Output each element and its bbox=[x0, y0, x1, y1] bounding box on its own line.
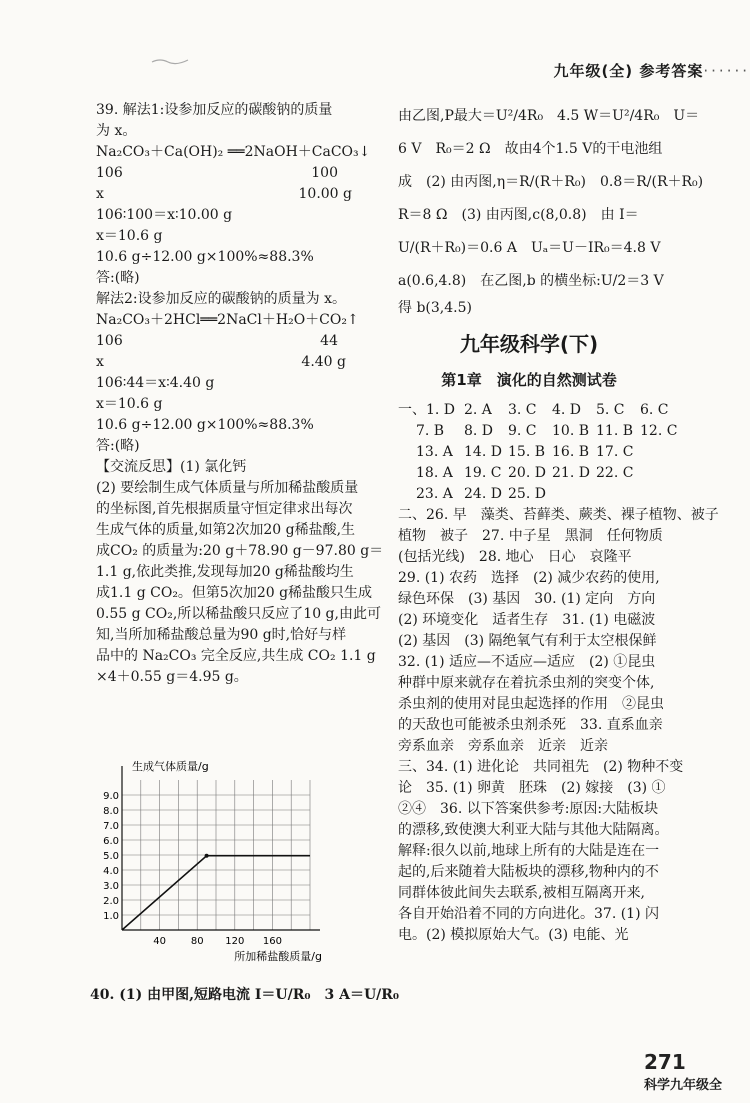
q39-equation: Na₂CO₃＋Ca(OH)₂ ══2NaOH＋CaCO₃↓ bbox=[96, 144, 371, 160]
reflection-line: 生成气体的质量,如第2次加20 g稀盐酸,生 bbox=[96, 522, 356, 538]
reflection-line: 成1.1 g CO₂。但第5次加20 g稀盐酸只生成 bbox=[96, 585, 373, 601]
answer-item: 6. C bbox=[640, 402, 669, 418]
part3-line: 的漂移,致使澳大利亚大陆与其他大陆隔离。 bbox=[398, 822, 669, 838]
reflection-line: 【交流反思】(1) 氯化钙 bbox=[96, 459, 247, 475]
answer-row bbox=[398, 400, 669, 421]
y-tick-label: 2.0 bbox=[103, 896, 119, 907]
x-tick-label: 40 bbox=[153, 936, 166, 947]
q40-cont: 6 V R₀＝2 Ω 故由4个1.5 V的干电池组 bbox=[398, 141, 663, 157]
right-column bbox=[398, 100, 719, 946]
answer-item: 20. D bbox=[508, 465, 546, 481]
q39-line: 10.6 g÷12.00 g×100%≈88.3% bbox=[96, 417, 314, 433]
mass-value: 44 bbox=[320, 333, 338, 349]
mass-value: x bbox=[96, 186, 104, 202]
q39-line: x＝10.6 g bbox=[96, 396, 163, 412]
scan-mark bbox=[150, 56, 190, 66]
mass-value: 106 bbox=[96, 165, 123, 181]
answer-item: 3. C bbox=[508, 402, 537, 418]
answer-item: 15. B bbox=[508, 444, 546, 460]
y-tick-label: 5.0 bbox=[103, 851, 119, 862]
answer-item: 18. A bbox=[416, 465, 453, 481]
data-point bbox=[205, 854, 209, 858]
part2-line: (2) 环境变化 适者生存 31. (1) 电磁波 bbox=[398, 612, 656, 628]
section-title: 九年级科学(下) bbox=[459, 332, 599, 356]
part3-line: 三、34. (1) 进化论 共同祖先 (2) 物种不变 bbox=[398, 759, 684, 775]
answer-item: 22. C bbox=[596, 465, 634, 481]
answer-row bbox=[398, 463, 660, 484]
part3-line: 起的,后来随着大陆板块的漂移,物种内的不 bbox=[398, 864, 659, 880]
q39-line: 39. 解法1:设参加反应的碳酸钠的质量 bbox=[96, 102, 333, 118]
mass-value: 4.40 g bbox=[301, 354, 346, 370]
mass-row bbox=[96, 184, 396, 205]
answer-item: 11. B bbox=[596, 423, 634, 439]
reflection-line: 品中的 Na₂CO₃ 完全反应,共生成 CO₂ 1.1 g bbox=[96, 648, 376, 664]
part2-line: (包括光线) 28. 地心 日心 哀隆平 bbox=[398, 549, 632, 565]
mass-row bbox=[96, 163, 396, 184]
reflection-line: 1.1 g,依此类推,发现每加20 g稀盐酸均生 bbox=[96, 564, 354, 580]
x-tick-label: 80 bbox=[190, 936, 204, 947]
mass-value: 10.00 g bbox=[298, 186, 352, 202]
page-header bbox=[553, 60, 750, 81]
x-tick-label: 160 bbox=[262, 936, 282, 947]
mass-row bbox=[96, 331, 396, 352]
part3-line: 各自开始沿着不同的方向进化。37. (1) 闪 bbox=[398, 906, 659, 922]
q39-line: 10.6 g÷12.00 g×100%≈88.3% bbox=[96, 249, 314, 265]
part3-line: ②④ 36. 以下答案供参考:原因:大陆板块 bbox=[398, 801, 659, 817]
answer-item: 8. D bbox=[464, 423, 494, 439]
part3-line: 论 35. (1) 卵黄 胚珠 (2) 嫁接 (3) ① bbox=[398, 780, 666, 796]
q39-line: x＝10.6 g bbox=[96, 228, 163, 244]
y-axis-label: 生成气体质量/g bbox=[132, 760, 209, 773]
part2-line: 29. (1) 农药 选择 (2) 减少农药的使用, bbox=[398, 570, 660, 586]
q39-line: 答:(略) bbox=[96, 438, 140, 454]
reflection-line: (2) 要绘制生成气体质量与所加稀盐酸质量 bbox=[96, 480, 359, 496]
mass-value: 100 bbox=[311, 165, 338, 181]
q39-equation: Na₂CO₃＋2HCl══2NaCl＋H₂O＋CO₂↑ bbox=[96, 312, 359, 328]
answer-item: 23. A bbox=[416, 486, 453, 502]
part2-line: 植物 被子 27. 中子星 黑洞 任何物质 bbox=[398, 528, 663, 544]
answer-item: 17. C bbox=[596, 444, 634, 460]
reflection-line: ×4＋0.55 g＝4.95 g。 bbox=[96, 669, 248, 685]
part2-line: 的天敌也可能被杀虫剂杀死 33. 直系血亲 bbox=[398, 717, 663, 733]
q39-line: 106∶100＝x∶10.00 g bbox=[96, 207, 233, 223]
header-dots: ······ bbox=[703, 62, 750, 80]
y-tick-label: 6.0 bbox=[103, 836, 119, 847]
footer-text: 科学九年级全 bbox=[643, 1078, 722, 1093]
q40-cont: 得 b(3,4.5) bbox=[398, 300, 472, 316]
part2-line: 32. (1) 适应—不适应—适应 (2) ①昆虫 bbox=[398, 654, 656, 670]
reflection-line: 知,当所加稀盐酸总量为90 g时,恰好与样 bbox=[96, 627, 347, 643]
q40-cont: 成 (2) 由丙图,η＝R/(R＋R₀) 0.8＝R/(R＋R₀) bbox=[398, 174, 704, 190]
answer-item: 一、1. D bbox=[398, 402, 456, 418]
answer-item: 9. C bbox=[508, 423, 537, 439]
q40-line: 40. (1) 由甲图,短路电流 I＝U/R₀ 3 A＝U/R₀ bbox=[90, 987, 400, 1003]
y-tick-label: 9.0 bbox=[103, 791, 119, 802]
part3-line: 电。(2) 模拟原始大气。(3) 电能、光 bbox=[398, 927, 629, 943]
page-number: 271 bbox=[643, 1050, 686, 1074]
y-tick-label: 1.0 bbox=[103, 911, 119, 922]
reflection-line: 的坐标图,首先根据质量守恒定律求出每次 bbox=[96, 501, 353, 517]
left-column bbox=[96, 100, 396, 688]
y-tick-label: 7.0 bbox=[103, 821, 119, 832]
mass-value: 106 bbox=[96, 333, 123, 349]
chapter-title: 第1章 演化的自然测试卷 bbox=[441, 371, 617, 389]
x-tick-label: 120 bbox=[225, 936, 245, 947]
part2-line: 杀虫剂的使用对昆虫起选择的作用 ②昆虫 bbox=[398, 696, 664, 712]
answer-item: 21. D bbox=[552, 465, 590, 481]
answer-row bbox=[398, 484, 660, 505]
q40-cont: U/(R＋R₀)＝0.6 A Uₐ＝U－IR₀＝4.8 V bbox=[398, 240, 661, 256]
reflection-line: 0.55 g CO₂,所以稀盐酸只反应了10 g,由此可 bbox=[96, 606, 381, 622]
answer-item: 5. C bbox=[596, 402, 625, 418]
q39-line: 为 x。 bbox=[96, 123, 137, 139]
answer-item: 25. D bbox=[508, 486, 546, 502]
page-footer bbox=[644, 1050, 722, 1093]
answer-item: 16. B bbox=[552, 444, 590, 460]
header-title: 九年级(全) 参考答案 bbox=[553, 62, 704, 80]
part2-line: 绿色环保 (3) 基因 30. (1) 定向 方向 bbox=[398, 591, 656, 607]
mass-value: x bbox=[96, 354, 104, 370]
q40 bbox=[90, 985, 399, 1006]
q39-line: 106∶44＝x∶4.40 g bbox=[96, 375, 215, 391]
q39-line: 答:(略) bbox=[96, 270, 140, 286]
part2-line: 旁系血亲 旁系血亲 近亲 近亲 bbox=[398, 738, 608, 754]
answer-item: 13. A bbox=[416, 444, 453, 460]
y-tick-label: 4.0 bbox=[103, 866, 119, 877]
answer-item: 4. D bbox=[552, 402, 582, 418]
reflection-line: 成CO₂ 的质量为:20 g＋78.90 g－97.80 g＝ bbox=[96, 543, 384, 559]
part2-line: 种群中原来就存在着抗杀虫剂的突变个体, bbox=[398, 675, 655, 691]
gas-mass-chart bbox=[96, 758, 336, 968]
part2-line: (2) 基因 (3) 隔绝氧气有利于太空根保鲜 bbox=[398, 633, 657, 649]
q40-cont: R＝8 Ω (3) 由丙图,c(8,0.8) 由 I＝ bbox=[398, 207, 639, 223]
choice-answers bbox=[398, 400, 678, 505]
x-axis-label: 所加稀盐酸质量/g bbox=[234, 950, 322, 963]
q39-line: 解法2:设参加反应的碳酸钠的质量为 x。 bbox=[96, 291, 346, 307]
answer-item: 14. D bbox=[464, 444, 502, 460]
part3-line: 同群体彼此间失去联系,被相互隔离开来, bbox=[398, 885, 645, 901]
part2-line: 二、26. 早 藻类、苔藓类、蕨类、裸子植物、被子 bbox=[398, 507, 719, 523]
answer-item: 7. B bbox=[416, 423, 445, 439]
answer-item: 2. A bbox=[464, 402, 492, 418]
answer-row bbox=[398, 442, 660, 463]
answer-item: 19. C bbox=[464, 465, 502, 481]
mass-row bbox=[96, 352, 396, 373]
answer-item: 24. D bbox=[464, 486, 502, 502]
q40-cont: a(0.6,4.8) 在乙图,b 的横坐标:U/2＝3 V bbox=[398, 273, 664, 289]
y-tick-label: 3.0 bbox=[103, 881, 119, 892]
answer-item: 12. C bbox=[640, 423, 678, 439]
q40-cont: 由乙图,P最大＝U²/4R₀ 4.5 W＝U²/4R₀ U＝ bbox=[398, 108, 700, 124]
part3-line: 解释:很久以前,地球上所有的大陆是连在一 bbox=[398, 843, 660, 859]
answer-row bbox=[398, 421, 678, 442]
answer-item: 10. B bbox=[552, 423, 590, 439]
y-tick-label: 8.0 bbox=[103, 806, 119, 817]
